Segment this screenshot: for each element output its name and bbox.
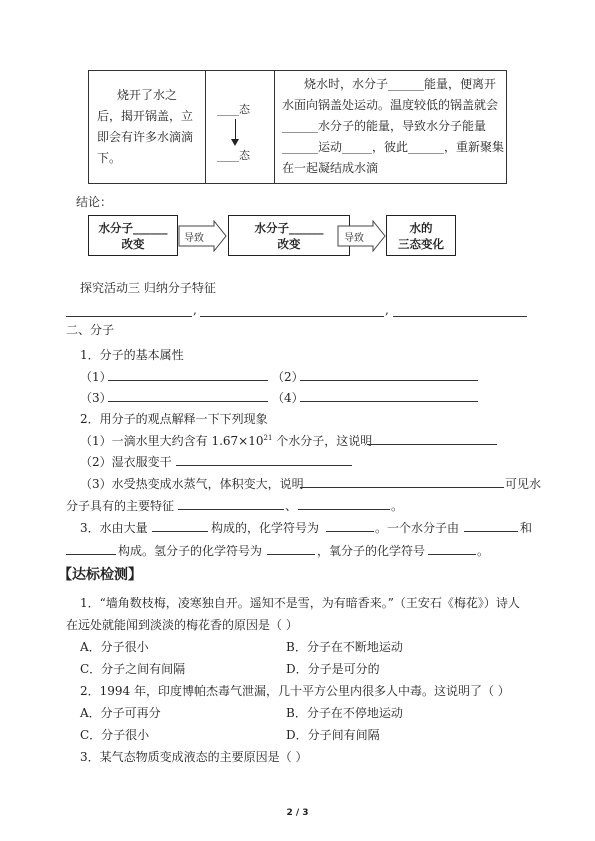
table-cell-explanation: [282, 74, 504, 179]
table-divider: [274, 71, 275, 183]
question-text: 3．水由大量: [80, 521, 148, 535]
answer-blank[interactable]: [200, 316, 384, 317]
comma: ,: [193, 303, 197, 317]
item-title: 2．用分子的观点解释一下下列现象: [80, 412, 268, 426]
answer-blank[interactable]: [300, 401, 478, 402]
text-line: 下。: [97, 151, 122, 165]
phase-change-table: [88, 70, 507, 184]
conclusion-label: 结论：: [76, 195, 113, 209]
superscript: 21: [263, 434, 273, 442]
question-text: [80, 432, 372, 449]
page-number: 2 / 3: [286, 808, 309, 818]
text: （1）一滴水里大约含有 1.67×10: [80, 434, 264, 448]
text-line: 水面向锅盖处运动。温度较低的锅盖就会: [282, 98, 499, 112]
option-a[interactable]: A．分子很小: [80, 640, 149, 654]
answer-blank[interactable]: [267, 554, 315, 555]
question-text: 分子具有的主要特征: [66, 499, 175, 513]
question-text: 在远处就能闻到淡淡的梅花香的原因是（ ）: [66, 618, 298, 632]
answer-blank[interactable]: [298, 509, 390, 510]
question-text: （2）湿衣服变干: [80, 455, 172, 469]
flow-text: 水的: [409, 221, 433, 235]
question-text: 构成。氢分子的化学符号为: [118, 544, 263, 558]
state-before: ____态: [217, 103, 250, 116]
question-text: ，氧分子的化学符号: [317, 544, 426, 558]
question-text: 2．1994 年，印度博帕杰毒气泄漏，几十平方公里内很多人中毒。这说明了（ ）: [80, 684, 510, 698]
answer-blank[interactable]: [300, 487, 504, 488]
question-text: 构成的，化学符号为: [211, 521, 320, 535]
text-line: 在一起凝结成水滴: [282, 161, 379, 175]
flow-arrow-label: 导致: [184, 233, 204, 244]
prop-label: （4）: [272, 391, 304, 405]
answer-blank[interactable]: [393, 316, 527, 317]
item-title: 1．分子的基本属性: [80, 348, 184, 362]
answer-blank[interactable]: [66, 316, 192, 317]
test-heading: 【达标检测】: [58, 567, 142, 583]
question-text: 和: [520, 521, 533, 535]
flow-text: 三态变化: [398, 237, 444, 251]
question-text: 。一个水分子由: [375, 521, 460, 535]
answer-blank[interactable]: [66, 554, 116, 555]
flow-text: 水分子______: [254, 221, 324, 235]
table-divider: [205, 71, 206, 183]
punct: 、: [285, 499, 298, 513]
flow-box-2: [228, 215, 350, 256]
comma: ,: [385, 303, 389, 317]
text-line: 后，揭开锅盖，立: [97, 109, 194, 123]
punct: 。: [391, 499, 404, 513]
question-text: 可见水: [505, 477, 542, 491]
flow-arrow-label: 导致: [344, 233, 364, 244]
answer-blank[interactable]: [428, 554, 476, 555]
activity-title: 探究活动三 归纳分子特征: [80, 281, 216, 295]
option-d[interactable]: D．分子间有间隔: [286, 728, 380, 742]
flow-box-3: [386, 215, 456, 256]
answer-blank[interactable]: [326, 531, 374, 532]
text-line: 即会有许多水滴滴: [97, 130, 194, 144]
answer-blank[interactable]: [367, 444, 497, 445]
option-c[interactable]: C．分子很小: [80, 728, 150, 742]
state-after: ____态: [217, 149, 250, 162]
flow-text: 改变: [121, 237, 145, 251]
answer-blank[interactable]: [300, 380, 478, 381]
question-text: （3）水受热变成水蒸气，体积变大，说明: [80, 477, 304, 491]
option-b[interactable]: B．分子在不停地运动: [286, 706, 403, 720]
option-a[interactable]: A．分子可再分: [80, 706, 161, 720]
answer-blank[interactable]: [152, 531, 208, 532]
punct: 。: [477, 544, 490, 558]
text-line: 烧水时，水分子______能量，便离开: [304, 77, 497, 91]
answer-blank[interactable]: [464, 531, 518, 532]
answer-blank[interactable]: [176, 465, 352, 466]
section-title: 二、分子: [66, 323, 115, 337]
arrow-down-icon: [235, 119, 236, 141]
answer-blank[interactable]: [178, 509, 284, 510]
question-text: 1．“墙角数枝梅，凌寒独自开。遥知不是雪，为有暗香来。”（王安石《梅花》）诗人: [80, 596, 520, 610]
arrow-down-icon: [231, 139, 239, 146]
flow-text: 水分子______: [98, 221, 168, 235]
option-c[interactable]: C．分子之间有间隔: [80, 662, 186, 676]
table-cell-phenomenon: [97, 85, 201, 169]
text-line: ______水分子的能量，导致水分子能量: [282, 119, 487, 133]
option-d[interactable]: D．分子是可分的: [286, 662, 380, 676]
prop-label: （2）: [272, 370, 304, 384]
text-line: ______运动_____，彼此______，重新聚集: [282, 140, 505, 154]
option-b[interactable]: B．分子在不断地运动: [286, 640, 403, 654]
prop-label: （3）: [80, 391, 112, 405]
answer-blank[interactable]: [108, 401, 268, 402]
answer-blank[interactable]: [108, 380, 268, 381]
text: 个水分子，这说明: [272, 434, 373, 448]
prop-label: （1）: [80, 370, 112, 384]
text-line: 烧开了水之: [117, 88, 178, 102]
flow-text: 改变: [277, 237, 301, 251]
flow-box-1: [88, 215, 178, 256]
question-text: 3．某气态物质变成液态的主要原因是（ ）: [80, 750, 308, 764]
